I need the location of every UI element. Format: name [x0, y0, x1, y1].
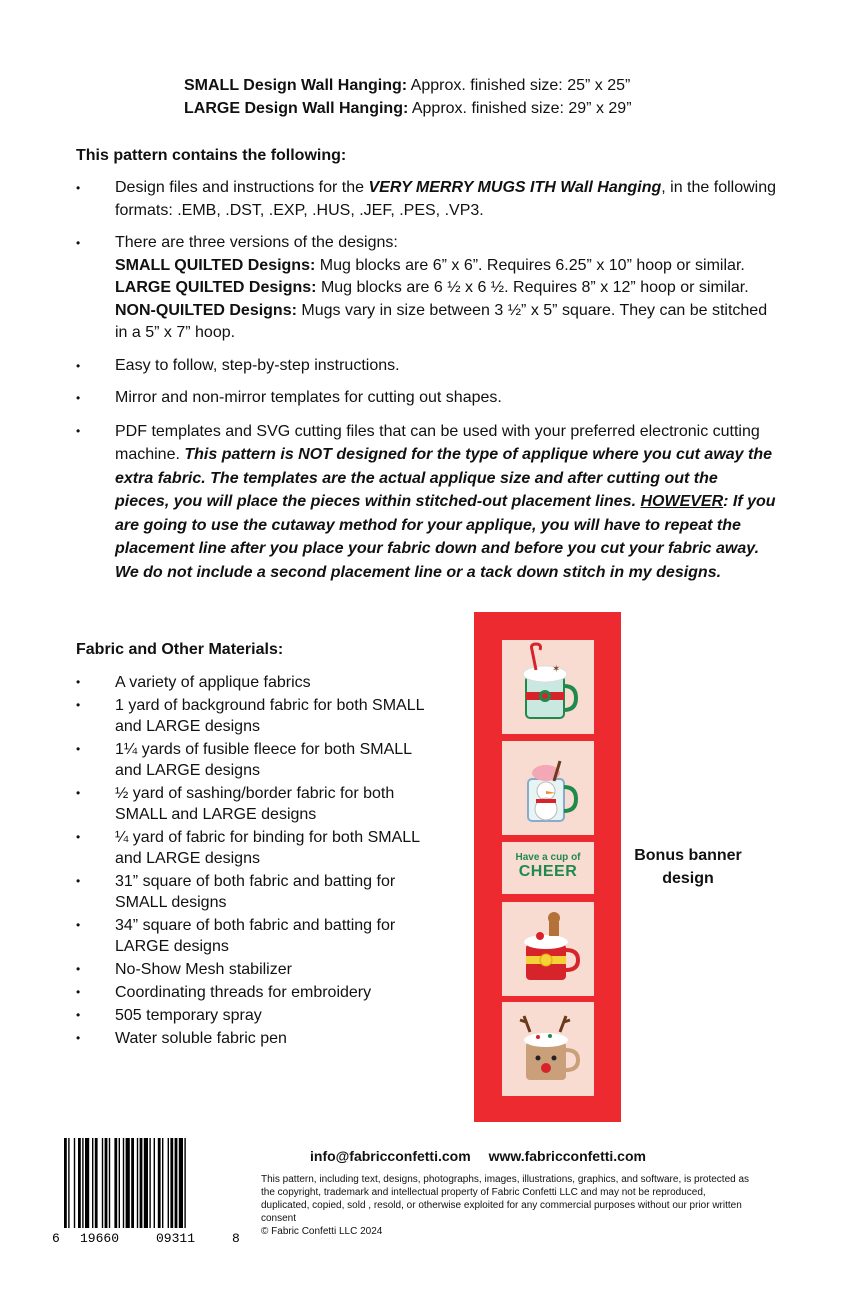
barcode-bar: [126, 1138, 130, 1228]
legal-notice: [261, 1173, 751, 1238]
candy-cane-mug-block: [502, 640, 594, 734]
bullet-icon: •: [76, 962, 81, 976]
material-item: [76, 871, 436, 913]
bullet-icon: •: [76, 675, 81, 689]
barcode-digit: 09311: [156, 1231, 196, 1246]
barcode-bar: [102, 1138, 103, 1228]
reindeer-mug-icon: [502, 1002, 594, 1096]
list-item: [76, 355, 776, 378]
candy-cane-mug-icon: [502, 640, 594, 734]
material-text: 31” square of both fabric and batting for SMALL designs: [115, 873, 396, 911]
snowman-mug-icon: [502, 741, 594, 835]
sub-text: Mug blocks are 6” x 6”. Requires 6.25” x 10” hoop or similar.: [315, 256, 745, 274]
however-text: HOWEVER: [640, 493, 724, 510]
email-link[interactable]: info@fabricconfetti.com: [310, 1148, 471, 1164]
bullet-icon: •: [76, 236, 81, 250]
material-text: Water soluble fabric pen: [115, 1030, 287, 1047]
barcode-bar: [82, 1138, 83, 1228]
sub-label: SMALL QUILTED Designs:: [115, 256, 316, 274]
sub-label: LARGE QUILTED Designs:: [115, 279, 317, 296]
barcode-bar: [137, 1138, 138, 1228]
bullet-icon: •: [76, 985, 81, 999]
barcode-bar: [109, 1138, 110, 1228]
large-size-label: LARGE Design Wall Hanging:: [184, 100, 409, 117]
barcode-bar: [149, 1138, 150, 1228]
material-item: [76, 959, 436, 980]
barcode-bar: [144, 1138, 148, 1228]
material-item: [76, 827, 436, 869]
barcode-bar: [158, 1138, 161, 1228]
barcode-bar: [162, 1138, 163, 1228]
barcode-bar: [179, 1138, 183, 1228]
sub-text: Mug blocks are 6 ½ x 6 ½. Requires 8” x 12” hoop or similar.: [316, 279, 749, 296]
barcode-bar: [123, 1138, 124, 1228]
product-name: VERY MERRY MUGS ITH Wall Hanging: [368, 179, 662, 196]
material-item: [76, 672, 436, 693]
barcode-bar: [64, 1138, 67, 1228]
bullet-icon: •: [76, 742, 81, 756]
sub-item: [115, 255, 776, 278]
list-item: [76, 387, 776, 410]
barcode: [52, 1136, 242, 1246]
material-text: 1 yard of background fabric for both SMALL and LARGE designs: [115, 697, 424, 735]
barcode-bar: [78, 1138, 81, 1228]
barcode-digit: 6: [52, 1231, 60, 1246]
cheer-line1: Have a cup of: [515, 852, 581, 863]
material-text: No-Show Mesh stabilizer: [115, 961, 292, 978]
sub-label: NON-QUILTED Designs:: [115, 301, 297, 319]
warning-text: This pattern is NOT designed for the type of applique where you cut away the extra fabric. The templates are the actual applique size and after cutting out the pieces, you will place the pieces within stitched-out placement lines.: [115, 446, 773, 510]
material-item: [76, 695, 436, 737]
item-text: Easy to follow, step-by-step instructions.: [115, 356, 400, 374]
material-item: [76, 783, 436, 825]
reindeer-mug-block: [502, 1002, 594, 1096]
small-size-value: Approx. finished size: 25” x 25”: [407, 77, 631, 94]
barcode-bar: [92, 1138, 93, 1228]
bullet-icon: •: [76, 918, 81, 932]
contains-heading: This pattern contains the following:: [76, 147, 347, 164]
barcode-bar: [119, 1138, 120, 1228]
barcode-bar: [105, 1138, 108, 1228]
item-text: Mirror and non-mirror templates for cutting out shapes.: [115, 389, 502, 406]
finished-sizes: [184, 74, 632, 120]
sub-item: [115, 300, 776, 345]
gingerbread-mug-block: [502, 902, 594, 996]
barcode-bar: [170, 1138, 173, 1228]
bullet-icon: •: [76, 1031, 81, 1045]
sub-item: [115, 277, 776, 300]
barcode-bar: [131, 1138, 134, 1228]
item-text: , in the following formats: .EMB, .DST, .EXP, .HUS, .JEF, .PES, .VP3.: [115, 179, 776, 219]
large-size-value: Approx. finished size: 29” x 29”: [408, 100, 632, 117]
bullet-icon: •: [76, 391, 81, 405]
item-text: PDF templates and SVG cutting files that can be used with your preferred electronic cutting machine.: [115, 422, 760, 463]
copyright-text: © Fabric Confetti LLC 2024: [261, 1226, 383, 1237]
bullet-icon: •: [76, 698, 81, 712]
website-link[interactable]: www.fabricconfetti.com: [488, 1148, 646, 1164]
barcode-bar: [175, 1138, 178, 1228]
list-item: [76, 420, 776, 585]
material-text: Coordinating threads for embroidery: [115, 984, 372, 1001]
contact-line: [310, 1148, 660, 1164]
bullet-icon: •: [76, 358, 81, 373]
sub-text: Mugs vary in size between 3 ½” x 5” square. They can be stitched in a 5” x 7” hoop.: [115, 301, 768, 341]
bullet-icon: •: [76, 786, 81, 800]
item-text: There are three versions of the designs:: [115, 234, 398, 251]
material-text: A variety of applique fabrics: [115, 674, 311, 691]
svg-text:✶: ✶: [552, 664, 561, 675]
cheer-block: [502, 842, 594, 894]
barcode-bar: [95, 1138, 98, 1228]
list-item: [76, 177, 776, 222]
material-text: ½ yard of sashing/border fabric for both SMALL and LARGE designs: [115, 785, 395, 823]
barcode-bar: [168, 1138, 169, 1228]
material-text: ¼ yard of fabric for binding for both SMALL and LARGE designs: [115, 829, 420, 867]
gingerbread-mug-icon: [502, 902, 594, 996]
barcode-bar: [154, 1138, 155, 1228]
barcode-digit: 19660: [80, 1231, 120, 1246]
materials-list: [76, 672, 436, 1051]
small-size-label: SMALL Design Wall Hanging:: [184, 77, 408, 94]
material-item: [76, 1005, 436, 1026]
legal-text: This pattern, including text, designs, photographs, images, illustrations, graphics, and software, is protected as the copyright, trademark and intellectual property of Fabric Confetti LLC and may not be reproduced, duplicated, copied, sold , resold, or otherwise exploited for any commercial purposes without our prior written consent: [261, 1174, 750, 1224]
item-text: Design files and instructions for the: [115, 179, 369, 196]
barcode-bar: [85, 1138, 89, 1228]
bullet-icon: •: [76, 1008, 81, 1022]
barcode-bar: [114, 1138, 117, 1228]
material-item: [76, 982, 436, 1003]
material-item: [76, 915, 436, 957]
bonus-banner-caption: Bonus banner design: [634, 847, 742, 887]
materials-heading: Fabric and Other Materials:: [76, 641, 284, 658]
material-text: 505 temporary spray: [115, 1007, 262, 1024]
material-item: [76, 739, 436, 781]
small-size-line: [184, 74, 632, 97]
bullet-icon: •: [76, 874, 81, 888]
barcode-bar: [140, 1138, 143, 1228]
snowman-mug-block: [502, 741, 594, 835]
list-item: [76, 232, 776, 345]
contains-list: [76, 177, 776, 584]
material-text: 1¼ yards of fusible fleece for both SMALL and LARGE designs: [115, 741, 412, 779]
barcode-bar: [184, 1138, 185, 1228]
material-text: 34” square of both fabric and batting for LARGE designs: [115, 917, 396, 955]
bullet-icon: •: [76, 830, 81, 844]
warning-text: : If you are going to use the cutaway method for your applique, you will have to repeat the placement line after you place your fabric down and before you cut your fabric away. We do not include a second placement line or a tack down stitch in my designs.: [115, 493, 776, 581]
large-size-line: [184, 97, 632, 120]
barcode-digit: 8: [232, 1231, 240, 1246]
bullet-icon: •: [76, 181, 81, 195]
bullet-icon: •: [76, 423, 81, 438]
barcode-bar: [74, 1138, 75, 1228]
cheer-line2: CHEER: [518, 863, 578, 880]
material-item: [76, 1028, 436, 1049]
barcode-bar: [68, 1138, 69, 1228]
bonus-banner: [474, 612, 621, 1122]
